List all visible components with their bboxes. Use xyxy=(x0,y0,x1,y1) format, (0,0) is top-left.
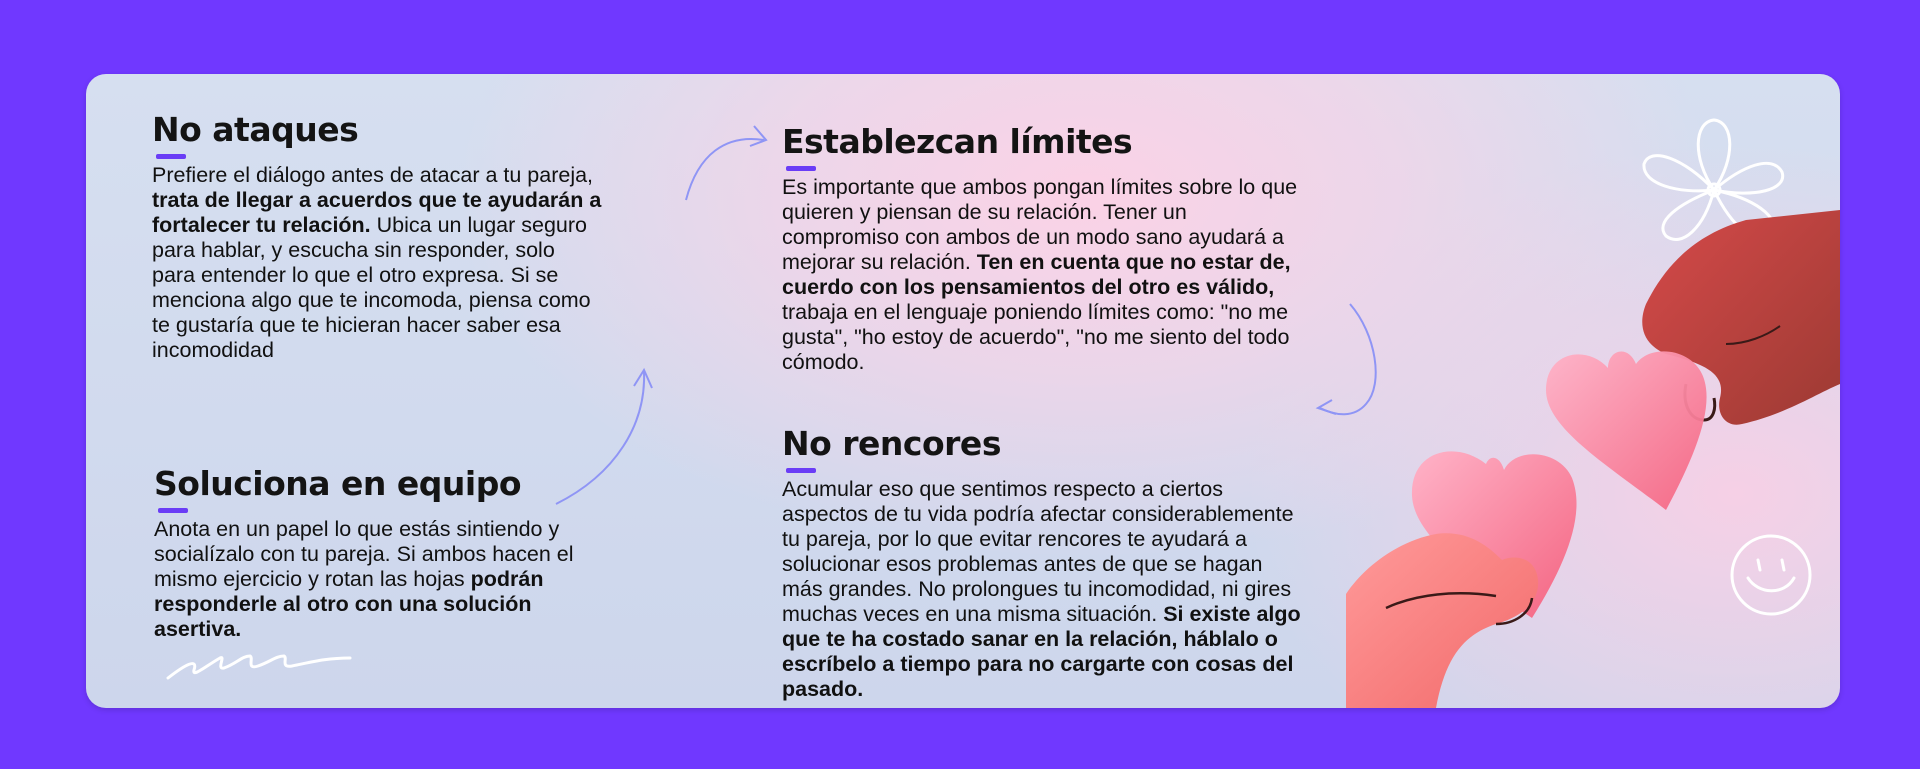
section-title: Soluciona en equipo xyxy=(154,464,522,503)
curved-arrow-icon xyxy=(686,114,786,204)
section-soluciona-en-equipo xyxy=(154,464,574,642)
tips-card xyxy=(86,74,1840,708)
section-establezcan-limites xyxy=(782,122,1302,375)
section-text: Es importante que ambos pongan límites sobre lo que quieren y piensan de su relación. Tener un compromiso con ambos de un modo sano ayudará a mejorar su relación. Ten en cuenta que no estar de, cuerdo con los pensamientos del otro es válido, trabaja en el lenguaje poniendo límites como: "no me gusta", "ho estoy de acuerdo", "no me siento del todo cómodo. xyxy=(782,175,1298,374)
section-text: Prefiere el diálogo antes de atacar a tu pareja, trata de llegar a acuerdos que te ayudarán a fortalecer tu relación. Ubica un lugar seguro para hablar, y escucha sin responder, solo para entender lo que el otro expresa. Si se menciona algo que te incomoda, piensa como te gustaría que te hicieran hacer saber esa incomodidad xyxy=(152,163,602,362)
title-underline xyxy=(156,154,186,159)
scribble-doodle-icon xyxy=(166,646,356,686)
section-title: No ataques xyxy=(152,110,359,149)
smiley-doodle-icon xyxy=(1726,530,1816,620)
title-underline xyxy=(786,468,816,473)
title-underline xyxy=(158,508,188,513)
section-text: Anota en un papel lo que estás sintiendo y socialízalo con tu pareja. Si ambos hacen el mismo ejercicio y rotan las hojas podrán responderle al otro con una solución asertiva. xyxy=(154,517,574,641)
section-no-ataques xyxy=(152,110,602,363)
section-no-rencores xyxy=(782,424,1307,702)
section-title: No rencores xyxy=(782,424,1001,463)
hands-hearts-illustration xyxy=(1346,214,1840,708)
section-text: Acumular eso que sentimos respecto a ciertos aspectos de tu vida podría afectar considerablemente tu pareja, por lo que evitar rencores te ayudará a solucionar esos problemas antes de que se hagan más grandes. No prolongues tu incomodidad, ni gires muchas veces en una misma situación. Si existe algo que te ha costado sanar en la relación, háblalo o escríbelo a tiempo para no cargarte con cosas del pasado. xyxy=(782,477,1301,701)
section-title: Establezcan límites xyxy=(782,122,1133,161)
title-underline xyxy=(786,166,816,171)
curved-arrow-icon xyxy=(556,364,676,514)
